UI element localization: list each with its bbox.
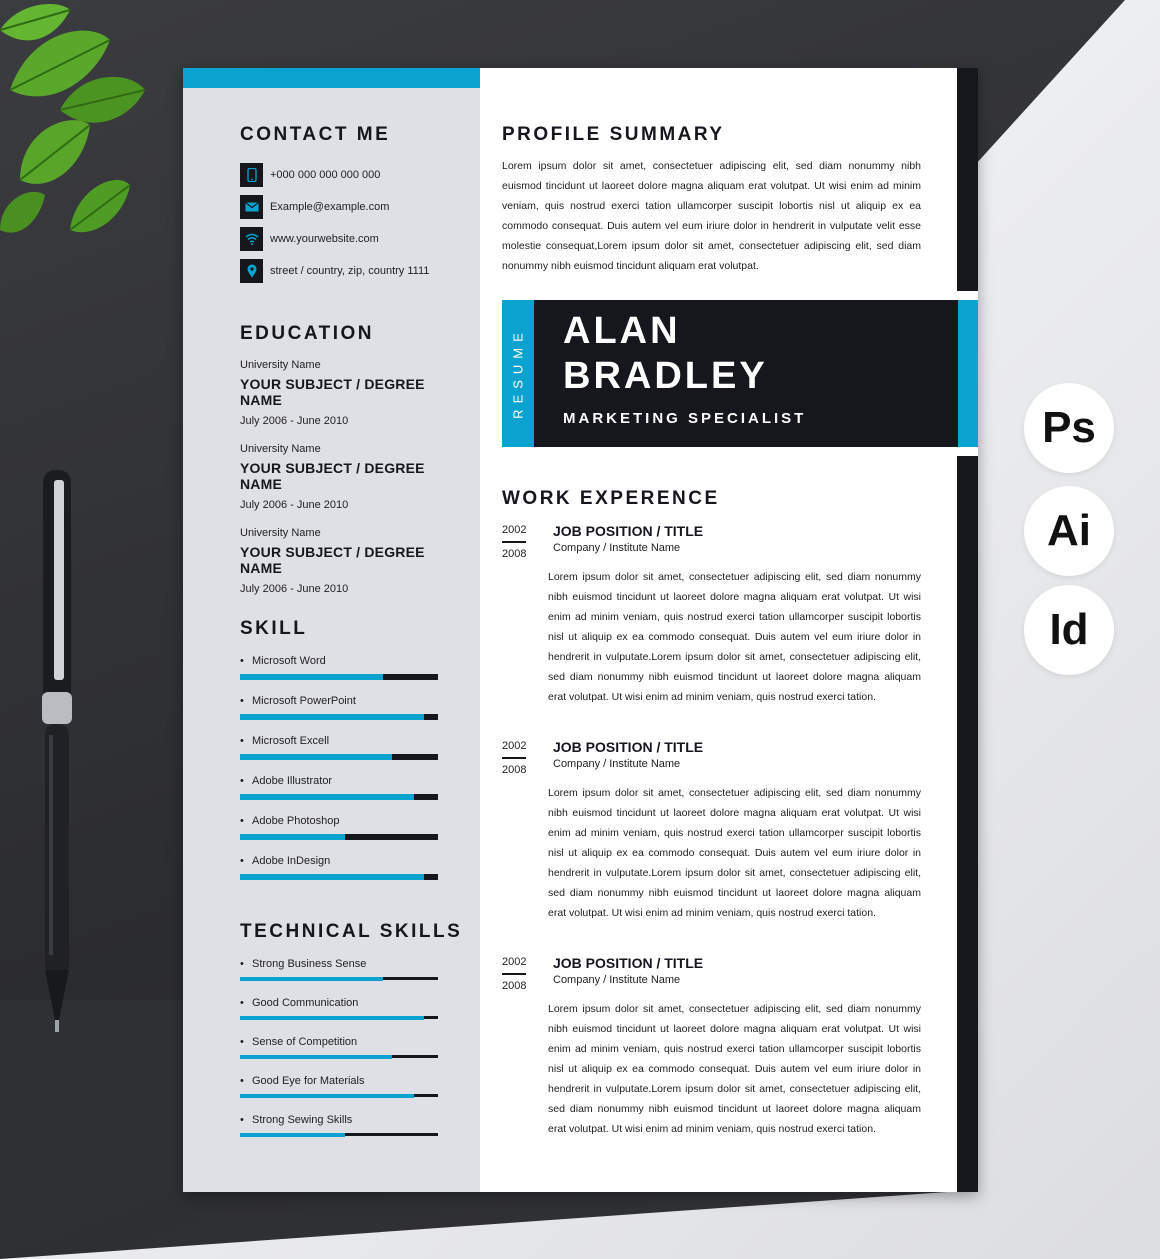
resume-sheet (183, 68, 978, 1192)
skill-item (240, 774, 438, 800)
education-degree: YOUR SUBJECT / DEGREE NAME (240, 544, 425, 576)
year-divider (502, 541, 526, 543)
technical-skill-bar-fill (240, 1133, 345, 1137)
skill-item (240, 654, 438, 680)
education-degree: YOUR SUBJECT / DEGREE NAME (240, 460, 425, 492)
resume-vertical-label: RESUME (510, 327, 526, 419)
education-item (240, 527, 470, 595)
technical-skill-item (240, 1113, 438, 1136)
technical-skill-item (240, 957, 438, 980)
job-description: Lorem ipsum dolor sit amet, consectetuer adipiscing elit, sed diam nonummy nibh euismod tincidunt ut laoreet dolore magna aliquam erat volutpat. Ut wisi enim ad minim veniam, quis nostrud exerci tation ullamcorper suscipit lobortis nisl ut aliquip ex ea commodo consequat. Duis autem vel eum iriure dolor in hendrerit in vulputate.Lorem ipsum dolor sit amet, consectetuer adipiscing elit, sed diam nonummy nibh euismod tincidunt ut laoreet dolore magna aliquam erat volutpat. Ut wisi enim ad minim veniam, quis nostrud exerci tation. (548, 571, 921, 703)
banner-accent-left (502, 300, 534, 447)
skill-label: • Adobe Photoshop (240, 814, 438, 828)
technical-skill-bar-track (240, 1016, 438, 1019)
illustrator-badge: Ai (1024, 486, 1114, 576)
job-title: JOB POSITION / TITLE (553, 523, 704, 539)
skill-bar-track (240, 714, 438, 720)
skill-label: • Microsoft Word (240, 654, 438, 668)
technical-skill-bar-fill (240, 1016, 424, 1020)
job-year-start: 2002 (502, 524, 527, 536)
technical-skills-title: TECHNICAL SKILLS (240, 921, 463, 942)
skill-bar-track (240, 834, 438, 840)
mail-icon (240, 195, 263, 219)
skill-title: SKILL (240, 618, 308, 639)
contact-address-row (240, 259, 429, 283)
job-year-end: 2008 (502, 980, 527, 992)
contact-website-row (240, 227, 379, 251)
job-year-end: 2008 (502, 548, 527, 560)
technical-skill-label: • Strong Business Sense (240, 957, 438, 971)
skill-item (240, 734, 438, 760)
last-name: BRADLEY (563, 355, 768, 397)
contact-address: street / country, zip, country 1111 (270, 265, 430, 277)
skill-bar-track (240, 674, 438, 680)
year-divider (502, 757, 526, 759)
sidebar-accent-bar (183, 68, 480, 88)
indesign-badge: Id (1024, 585, 1114, 675)
wifi-icon (240, 227, 263, 251)
location-pin-icon (240, 259, 263, 283)
work-experience-title: WORK EXPERENCE (502, 488, 720, 509)
education-dates: July 2006 - June 2010 (240, 415, 349, 427)
job-title: JOB POSITION / TITLE (553, 739, 704, 755)
technical-skill-label: • Good Communication (240, 996, 438, 1010)
technical-skill-label: • Good Eye for Materials (240, 1074, 438, 1088)
technical-skill-label: • Strong Sewing Skills (240, 1113, 438, 1127)
contact-phone-row (240, 163, 380, 187)
technical-skill-bar-track (240, 1094, 438, 1097)
technical-skill-bar-track (240, 977, 438, 980)
plant-leaves-decoration (0, 0, 150, 260)
banner-accent-right (958, 300, 978, 447)
job-company: Company / Institute Name (553, 974, 681, 986)
job-years (502, 740, 526, 776)
skill-bar-fill (240, 754, 392, 760)
skill-label: • Microsoft Excell (240, 734, 438, 748)
skill-bar-fill (240, 674, 383, 680)
job-role: MARKETING SPECIALIST (563, 410, 807, 427)
skill-bar-track (240, 754, 438, 760)
skill-label: • Adobe InDesign (240, 854, 438, 868)
skill-item (240, 814, 438, 840)
technical-skill-label: • Sense of Competition (240, 1035, 438, 1049)
name-banner (502, 300, 978, 447)
skill-label: • Microsoft PowerPoint (240, 694, 438, 708)
right-edge-bar-bottom (957, 456, 978, 1192)
technical-skill-item (240, 1074, 438, 1097)
skill-bar-track (240, 794, 438, 800)
education-dates: July 2006 - June 2010 (240, 583, 349, 595)
job-years (502, 956, 526, 992)
job-description: Lorem ipsum dolor sit amet, consectetuer adipiscing elit, sed diam nonummy nibh euismod tincidunt ut laoreet dolore magna aliquam erat volutpat. Ut wisi enim ad minim veniam, quis nostrud exerci tation ullamcorper suscipit lobortis nisl ut aliquip ex ea commodo consequat. Duis autem vel eum iriure dolor in hendrerit in vulputate.Lorem ipsum dolor sit amet, consectetuer adipiscing elit, sed diam nonummy nibh euismod tincidunt ut laoreet dolore magna aliquam erat volutpat. Ut wisi enim ad minim veniam, quis nostrud exerci tation. (548, 787, 921, 919)
education-degree: YOUR SUBJECT / DEGREE NAME (240, 376, 425, 408)
skill-label: • Adobe Illustrator (240, 774, 438, 788)
skill-bar-fill (240, 714, 424, 720)
skill-item (240, 854, 438, 880)
job-year-start: 2002 (502, 740, 527, 752)
skill-bar-track (240, 874, 438, 880)
technical-skill-bar-track (240, 1055, 438, 1058)
technical-skill-bar-fill (240, 1055, 392, 1059)
job-year-end: 2008 (502, 764, 527, 776)
phone-icon (240, 163, 263, 187)
contact-email: Example@example.com (270, 201, 390, 213)
job-company: Company / Institute Name (553, 542, 681, 554)
education-item (240, 359, 470, 427)
job-description: Lorem ipsum dolor sit amet, consectetuer adipiscing elit, sed diam nonummy nibh euismod tincidunt ut laoreet dolore magna aliquam erat volutpat. Ut wisi enim ad minim veniam, quis nostrud exerci tation ullamcorper suscipit lobortis nisl ut aliquip ex ea commodo consequat. Duis autem vel eum iriure dolor in hendrerit in vulputate.Lorem ipsum dolor sit amet, consectetuer adipiscing elit, sed diam nonummy nibh euismod tincidunt ut laoreet dolore magna aliquam erat volutpat. Ut wisi enim ad minim veniam, quis nostrud exerci tation. (548, 1003, 921, 1135)
technical-skill-bar-track (240, 1133, 438, 1136)
profile-title: PROFILE SUMMARY (502, 124, 725, 145)
job-title: JOB POSITION / TITLE (553, 955, 704, 971)
technical-skill-bar-fill (240, 1094, 414, 1098)
contact-website: www.yourwebsite.com (270, 233, 379, 245)
education-dates: July 2006 - June 2010 (240, 499, 349, 511)
first-name: ALAN (563, 310, 681, 352)
education-item (240, 443, 470, 511)
contact-title: CONTACT ME (240, 124, 391, 145)
contact-email-row (240, 195, 389, 219)
technical-skill-item (240, 996, 438, 1019)
contact-phone: +000 000 000 000 000 (270, 169, 381, 181)
year-divider (502, 973, 526, 975)
job-company: Company / Institute Name (553, 758, 681, 770)
education-title: EDUCATION (240, 323, 375, 344)
technical-skill-bar-fill (240, 977, 383, 981)
skill-bar-fill (240, 874, 424, 880)
pen-decoration (30, 460, 80, 1040)
education-university: University Name (240, 359, 321, 371)
photoshop-badge: Ps (1024, 383, 1114, 473)
education-university: University Name (240, 443, 321, 455)
technical-skill-item (240, 1035, 438, 1058)
skill-item (240, 694, 438, 720)
skill-bar-fill (240, 794, 414, 800)
job-year-start: 2002 (502, 956, 527, 968)
job-years (502, 524, 526, 560)
profile-text: Lorem ipsum dolor sit amet, consectetuer adipiscing elit, sed diam nonummy nibh euismod tincidunt ut laoreet dolore magna aliquam erat volutpat. Ut wisi enim ad minim veniam, quis nostrud exerci tation ullamcorper suscipit lobortis nisl ut aliquip ex ea commodo consequat. Duis autem vel eum iriure dolor in hendrerit in vulputate velit esse molestie consequat,Lorem ipsum dolor sit amet, consectetuer adipiscing elit, sed diam nonummy nibh euismod tincidunt aliquam erat volutpat. (502, 160, 921, 272)
skill-bar-fill (240, 834, 345, 840)
education-university: University Name (240, 527, 321, 539)
right-edge-bar-top (957, 68, 978, 291)
